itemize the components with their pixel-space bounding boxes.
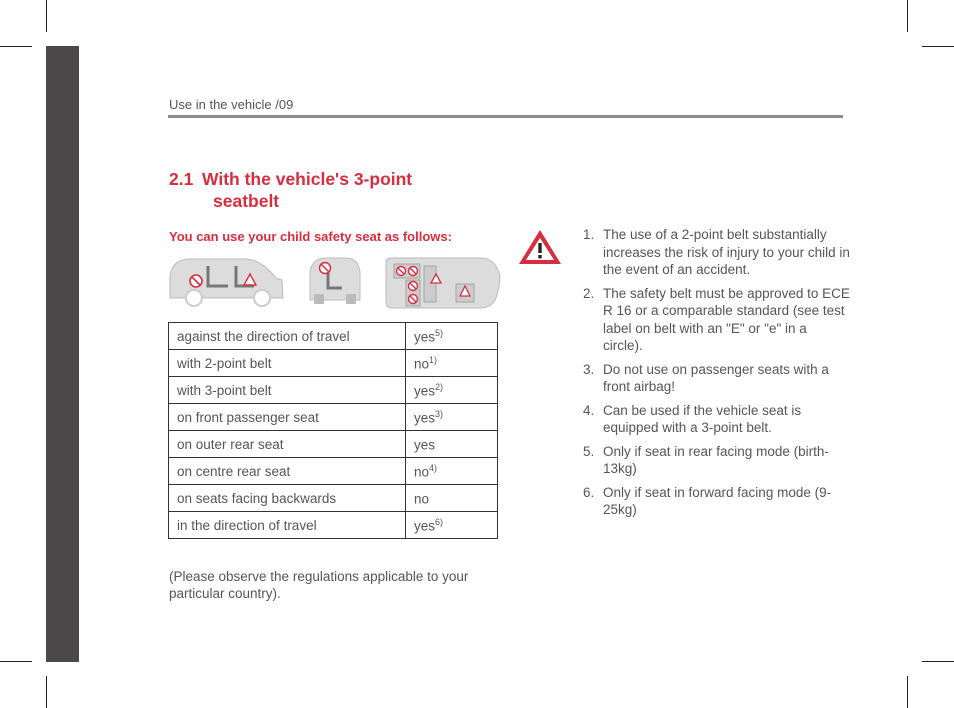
footnote-item bbox=[578, 443, 850, 478]
row-value bbox=[406, 512, 498, 539]
table-row bbox=[169, 512, 498, 539]
footnote-item bbox=[578, 361, 850, 396]
footnote-number: 4. bbox=[583, 402, 595, 418]
footnote-ref: 4) bbox=[429, 462, 438, 473]
row-label: on outer rear seat bbox=[169, 431, 406, 458]
page-header: Use in the vehicle /09 bbox=[169, 97, 294, 112]
footnote-ref: 3) bbox=[435, 408, 444, 419]
section-title-line2: seatbelt bbox=[213, 191, 280, 211]
table-row bbox=[169, 458, 498, 485]
crop-mark bbox=[922, 661, 954, 662]
row-label: on front passenger seat bbox=[169, 404, 406, 431]
car-top-view-icon bbox=[386, 258, 500, 308]
table-row bbox=[169, 323, 498, 350]
footnote-number: 2. bbox=[583, 285, 595, 301]
row-value-text: no bbox=[414, 491, 430, 507]
row-value bbox=[406, 323, 498, 350]
prohibited-icon bbox=[190, 275, 202, 287]
footnote-item bbox=[578, 285, 850, 355]
row-value bbox=[406, 377, 498, 404]
section-title bbox=[169, 168, 412, 212]
table-row bbox=[169, 485, 498, 512]
row-label: on seats facing backwards bbox=[169, 485, 406, 512]
footnote-number: 5. bbox=[583, 443, 595, 459]
intro-text: You can use your child safety seat as follows: bbox=[169, 229, 452, 244]
footnote-ref: 2) bbox=[435, 381, 444, 392]
vehicle-diagrams bbox=[166, 254, 502, 310]
header-divider bbox=[168, 115, 843, 118]
crop-mark bbox=[0, 46, 32, 47]
row-label: in the direction of travel bbox=[169, 512, 406, 539]
footnote-item bbox=[578, 484, 850, 519]
crop-mark bbox=[46, 676, 47, 708]
crop-mark bbox=[0, 661, 32, 662]
table-row bbox=[169, 404, 498, 431]
table-row bbox=[169, 350, 498, 377]
row-value bbox=[406, 404, 498, 431]
row-value bbox=[406, 458, 498, 485]
row-label: against the direction of travel bbox=[169, 323, 406, 350]
prohibited-icon bbox=[397, 267, 406, 276]
row-value bbox=[406, 431, 498, 458]
row-value-text: yes bbox=[414, 329, 436, 345]
footnote-item bbox=[578, 402, 850, 437]
prohibited-icon bbox=[409, 295, 418, 304]
row-value bbox=[406, 485, 498, 512]
row-label: with 3-point belt bbox=[169, 377, 406, 404]
crop-mark bbox=[907, 0, 908, 32]
prohibited-icon bbox=[409, 282, 418, 291]
section-title-line1: With the vehicle's 3-point bbox=[202, 169, 413, 189]
footnote-number: 3. bbox=[583, 361, 595, 377]
footnote-number: 1. bbox=[583, 227, 595, 242]
prohibited-icon bbox=[409, 267, 418, 276]
footnote-text: The safety belt must be approved to ECE R 16 or a comparable standard (see test label on belt with an "E" or "e" in a circle). bbox=[603, 285, 850, 353]
footnote-ref: 6) bbox=[435, 516, 444, 527]
row-value-text: yes bbox=[414, 383, 436, 399]
row-value-text: no bbox=[414, 356, 430, 372]
footnote-number: 6. bbox=[583, 484, 595, 500]
page-sidebar-strip bbox=[46, 46, 79, 662]
footnote-ref: 5) bbox=[435, 327, 444, 338]
warning-triangle-icon bbox=[517, 228, 563, 266]
prohibited-icon bbox=[320, 263, 331, 274]
car-front-view-icon bbox=[310, 258, 360, 304]
section-number: 2.1 bbox=[169, 169, 194, 189]
row-value-text: yes bbox=[414, 518, 436, 534]
footnotes-list bbox=[578, 226, 850, 525]
row-label: with 2-point belt bbox=[169, 350, 406, 377]
crop-mark bbox=[46, 0, 47, 32]
row-value-text: no bbox=[414, 464, 430, 480]
row-value-text: yes bbox=[414, 437, 436, 453]
row-value-text: yes bbox=[414, 410, 436, 426]
footnote-text: Only if seat in forward facing mode (9-25kg) bbox=[603, 484, 832, 517]
footnote-text: Only if seat in rear facing mode (birth-13kg) bbox=[603, 443, 829, 476]
footnote-ref: 1) bbox=[429, 354, 438, 365]
usage-table bbox=[168, 322, 498, 539]
crop-mark bbox=[907, 676, 908, 708]
footnote-item bbox=[578, 226, 850, 279]
footnote-text: Can be used if the vehicle seat is equipped with a 3-point belt. bbox=[603, 402, 802, 435]
table-row bbox=[169, 377, 498, 404]
row-label: on centre rear seat bbox=[169, 458, 406, 485]
regulations-note: (Please observe the regulations applicable to your particular country). bbox=[169, 569, 469, 601]
footnote-text: Do not use on passenger seats with a front airbag! bbox=[603, 361, 829, 394]
row-value bbox=[406, 350, 498, 377]
footnote-text: The use of a 2-point belt substantially increases the risk of injury to your child in the event of an accident. bbox=[603, 227, 850, 277]
crop-mark bbox=[922, 46, 954, 47]
car-side-view-icon bbox=[170, 259, 283, 306]
table-row bbox=[169, 431, 498, 458]
